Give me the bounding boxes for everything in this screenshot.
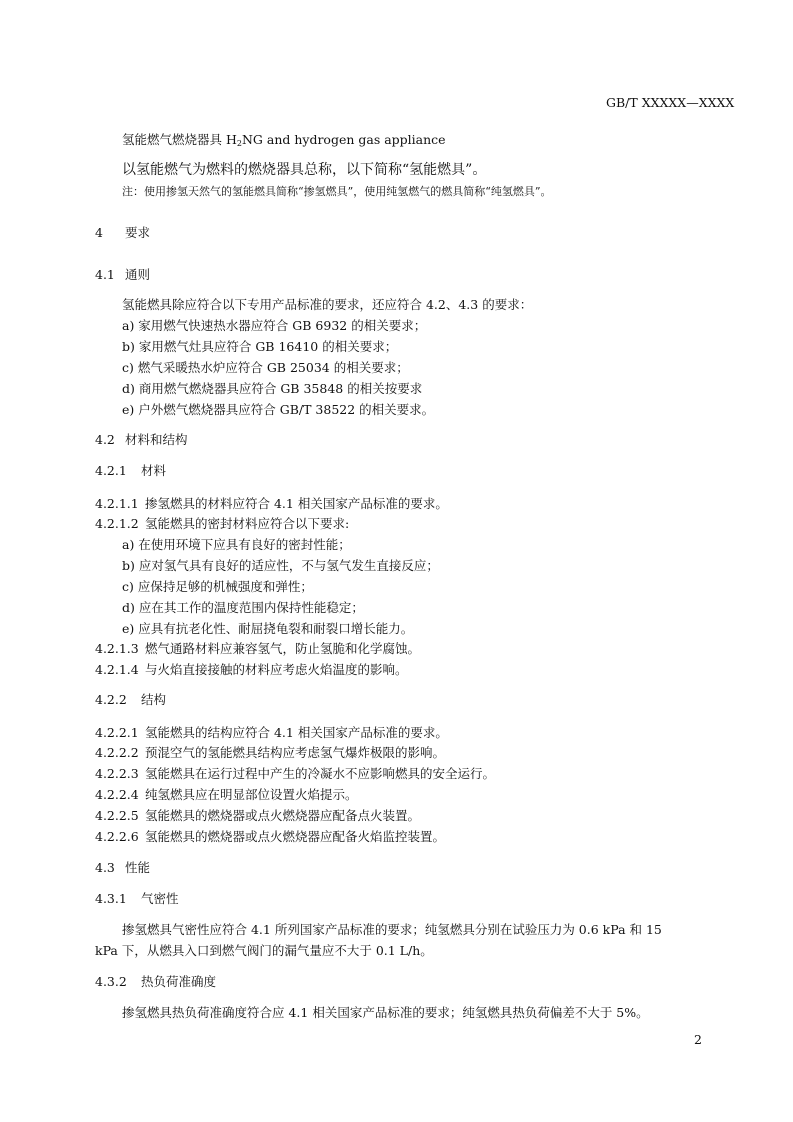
clause-number: 4.2.1.1 bbox=[95, 496, 139, 511]
clause-text: 预混空气的氢能燃具结构应考虑氢气爆炸极限的影响。 bbox=[145, 745, 446, 760]
list-item: d) 应在其工作的温度范围内保持性能稳定； bbox=[122, 600, 364, 615]
clause-4-2-2-5 bbox=[95, 808, 420, 824]
list-item: a) 家用燃气快速热水器应符合 GB 6932 的相关要求； bbox=[122, 318, 427, 333]
clause-number: 4.2.2.2 bbox=[95, 745, 139, 760]
clause-text: 氢能燃具的燃烧器或点火燃烧器应配备点火装置。 bbox=[145, 808, 421, 823]
clause-4-2-1-4 bbox=[95, 662, 408, 678]
paragraph-4-3-1-line2: kPa 下，从燃具入口到燃气阀门的漏气量应不大于 0.1 L/h。 bbox=[95, 943, 433, 958]
section-number: 4.2 bbox=[95, 432, 115, 447]
list-item: a) 在使用环境下应具有良好的密封性能； bbox=[122, 537, 351, 552]
clause-text: 掺氢燃具的材料应符合 4.1 相关国家产品标准的要求。 bbox=[145, 496, 448, 511]
clause-number: 4.2.2.1 bbox=[95, 725, 139, 740]
clause-number: 4.2.1.4 bbox=[95, 662, 139, 677]
section-4-3-1-heading bbox=[95, 891, 179, 907]
section-4-2-2-heading bbox=[95, 692, 166, 708]
clause-4-2-1-3 bbox=[95, 641, 420, 657]
section-number: 4.2.1 bbox=[95, 463, 127, 478]
term-subscript: 2 bbox=[236, 139, 242, 148]
section-title: 结构 bbox=[141, 692, 167, 707]
section-number: 4.2.2 bbox=[95, 692, 127, 707]
paragraph-4-3-1-line1: 掺氢燃具气密性应符合 4.1 所列国家产品标准的要求；纯氢燃具分别在试验压力为 0.6 kPa 和 15 bbox=[122, 922, 662, 937]
paragraph-4-3-2: 掺氢燃具热负荷准确度符合应 4.1 相关国家产品标准的要求；纯氢燃具热负荷偏差不大于 5%。 bbox=[122, 1005, 649, 1020]
clause-text: 氢能燃具的密封材料应符合以下要求: bbox=[145, 516, 350, 531]
section-title: 材料 bbox=[141, 463, 167, 478]
section-4-heading bbox=[95, 225, 150, 241]
clause-text: 纯氢燃具应在明显部位设置火焰提示。 bbox=[145, 787, 358, 802]
clause-text: 燃气通路材料应兼容氢气，防止氢脆和化学腐蚀。 bbox=[145, 641, 421, 656]
section-4-1-heading bbox=[95, 267, 150, 283]
clause-number: 4.2.2.5 bbox=[95, 808, 139, 823]
section-4-1-intro: 氢能燃具除应符合以下专用产品标准的要求，还应符合 4.2、4.3 的要求： bbox=[122, 297, 533, 312]
clause-number: 4.2.2.6 bbox=[95, 829, 139, 844]
section-number: 4.3.2 bbox=[95, 974, 127, 989]
section-title: 气密性 bbox=[141, 891, 179, 906]
clause-4-2-2-6 bbox=[95, 829, 445, 845]
section-number: 4.3.1 bbox=[95, 891, 127, 906]
section-title: 通则 bbox=[125, 267, 151, 282]
section-title: 材料和结构 bbox=[125, 432, 188, 447]
section-title: 热负荷准确度 bbox=[141, 974, 217, 989]
term-title bbox=[122, 132, 446, 152]
clause-4-2-2-1 bbox=[95, 725, 448, 741]
clause-4-2-2-4 bbox=[95, 787, 358, 803]
list-item: c) 应保持足够的机械强度和弹性； bbox=[122, 579, 313, 594]
list-item: d) 商用燃气燃烧器具应符合 GB 35848 的相关按要求 bbox=[122, 381, 423, 396]
clause-text: 氢能燃具的结构应符合 4.1 相关国家产品标准的要求。 bbox=[145, 725, 448, 740]
list-item: b) 应对氢气具有良好的适应性，不与氢气发生直接反应； bbox=[122, 558, 439, 573]
clause-4-2-1-1 bbox=[95, 496, 448, 512]
section-4-2-heading bbox=[95, 432, 188, 448]
term-note: 注：使用掺氢天然气的氢能燃具简称“掺氢燃具”，使用纯氢燃气的燃具简称“纯氢燃具”。 bbox=[122, 185, 552, 198]
term-definition: 以氢能燃气为燃料的燃烧器具总称，以下简称“氢能燃具”。 bbox=[122, 162, 487, 178]
clause-number: 4.2.2.4 bbox=[95, 787, 139, 802]
list-item: e) 户外燃气燃烧器具应符合 GB/T 38522 的相关要求。 bbox=[122, 402, 435, 417]
term-name-tail: NG and hydrogen gas appliance bbox=[241, 132, 446, 147]
clause-4-2-1-2 bbox=[95, 516, 349, 532]
clause-number: 4.2.1.3 bbox=[95, 641, 139, 656]
page-number: 2 bbox=[694, 1032, 702, 1047]
clause-number: 4.2.1.2 bbox=[95, 516, 139, 531]
clause-4-2-2-3 bbox=[95, 766, 495, 782]
list-item: b) 家用燃气灶具应符合 GB 16410 的相关要求； bbox=[122, 339, 398, 354]
list-item: c) 燃气采暖热水炉应符合 GB 25034 的相关要求； bbox=[122, 360, 409, 375]
clause-text: 氢能燃具的燃烧器或点火燃烧器应配备火焰监控装置。 bbox=[145, 829, 446, 844]
section-title: 性能 bbox=[125, 860, 151, 875]
section-number: 4 bbox=[95, 225, 103, 240]
section-number: 4.3 bbox=[95, 860, 115, 875]
clause-text: 与火焰直接接触的材料应考虑火焰温度的影响。 bbox=[145, 662, 408, 677]
clause-text: 氢能燃具在运行过程中产生的冷凝水不应影响燃具的安全运行。 bbox=[145, 766, 496, 781]
section-4-3-heading bbox=[95, 860, 150, 876]
term-name: 氢能燃气燃烧器具 H bbox=[122, 132, 237, 147]
section-number: 4.1 bbox=[95, 267, 115, 282]
document-id-header: GB/T XXXXX—XXXX bbox=[606, 95, 735, 110]
section-title: 要求 bbox=[125, 225, 151, 240]
section-4-3-2-heading bbox=[95, 974, 216, 990]
clause-4-2-2-2 bbox=[95, 745, 445, 761]
section-4-2-1-heading bbox=[95, 463, 166, 479]
clause-number: 4.2.2.3 bbox=[95, 766, 139, 781]
list-item: e) 应具有抗老化性、耐屈挠龟裂和耐裂口增长能力。 bbox=[122, 621, 414, 636]
